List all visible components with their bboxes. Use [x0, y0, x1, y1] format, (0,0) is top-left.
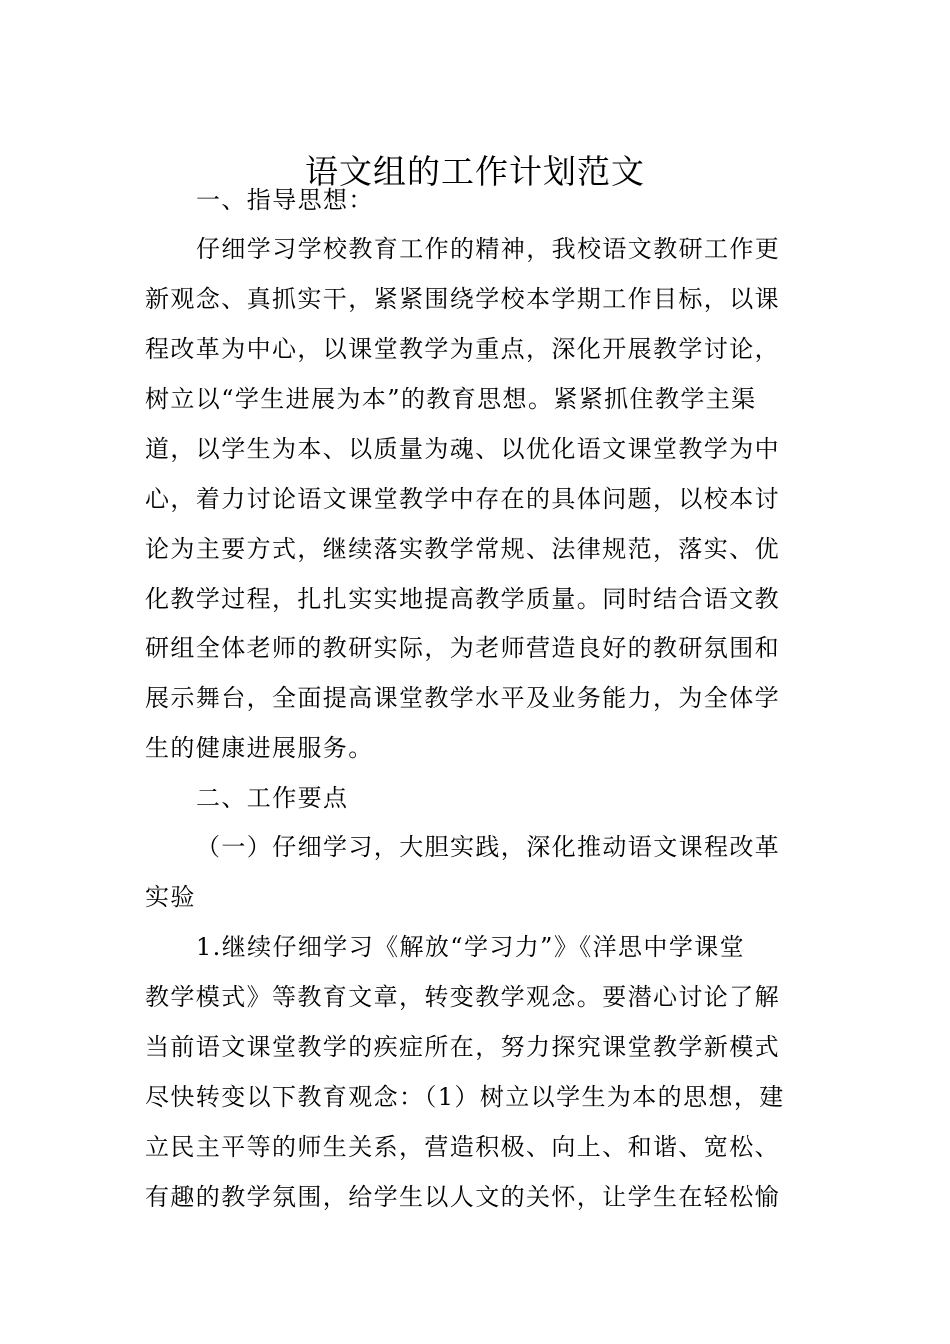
paragraph-line: 论为主要方式，继续落实教学常规、法律规范，落实、优 [145, 535, 780, 563]
paragraph-line: 1.继续仔细学习《解放“学习力”》《洋思中学课堂 [196, 933, 746, 961]
section-heading-guiding-thought: 一、指导思想： [196, 186, 374, 214]
subsection-heading-line: （一）仔细学习，大胆实践，深化推动语文课程改革 [196, 833, 781, 861]
paragraph-line: 新观念、真抓实干，紧紧围绕学校本学期工作目标，以课 [145, 285, 780, 313]
paragraph-line: 有趣的教学氛围，给学生以人文的关怀，让学生在轻松愉 [145, 1183, 780, 1211]
paragraph-line: 道，以学生为本、以质量为魂、以优化语文课堂教学为中 [145, 435, 780, 463]
document-title: 语文组的工作计划范文 [305, 152, 645, 192]
paragraph-line: 程改革为中心，以课堂教学为重点，深化开展教学讨论， [145, 335, 780, 363]
paragraph-line: 当前语文课堂教学的疾症所在，努力探究课堂教学新模式 [145, 1033, 780, 1061]
paragraph-line: 研组全体老师的教研实际，为老师营造良好的教研氛围和 [145, 634, 780, 662]
paragraph-line: 化教学过程，扎扎实实地提高教学质量。同时结合语文教 [145, 585, 780, 613]
paragraph-line: 尽快转变以下教育观念：（1）树立以学生为本的思想，建 [145, 1083, 785, 1111]
section-heading-work-points: 二、工作要点 [196, 784, 349, 812]
paragraph-line: 树立以“学生进展为本”的教育思想。紧紧抓住教学主渠 [145, 385, 757, 413]
paragraph-line: 仔细学习学校教育工作的精神，我校语文教研工作更 [196, 235, 781, 263]
paragraph-line: 心，着力讨论语文课堂教学中存在的具体问题，以校本讨 [145, 485, 780, 513]
paragraph-line: 生的健康进展服务。 [145, 734, 374, 762]
paragraph-line: 展示舞台，全面提高课堂教学水平及业务能力，为全体学 [145, 684, 780, 712]
paragraph-line: 教学模式》等教育文章，转变教学观念。要潜心讨论了解 [145, 983, 780, 1011]
paragraph-line: 立民主平等的师生关系，营造积极、向上、和谐、宽松、 [145, 1133, 780, 1161]
subsection-heading-line: 实验 [145, 883, 196, 911]
